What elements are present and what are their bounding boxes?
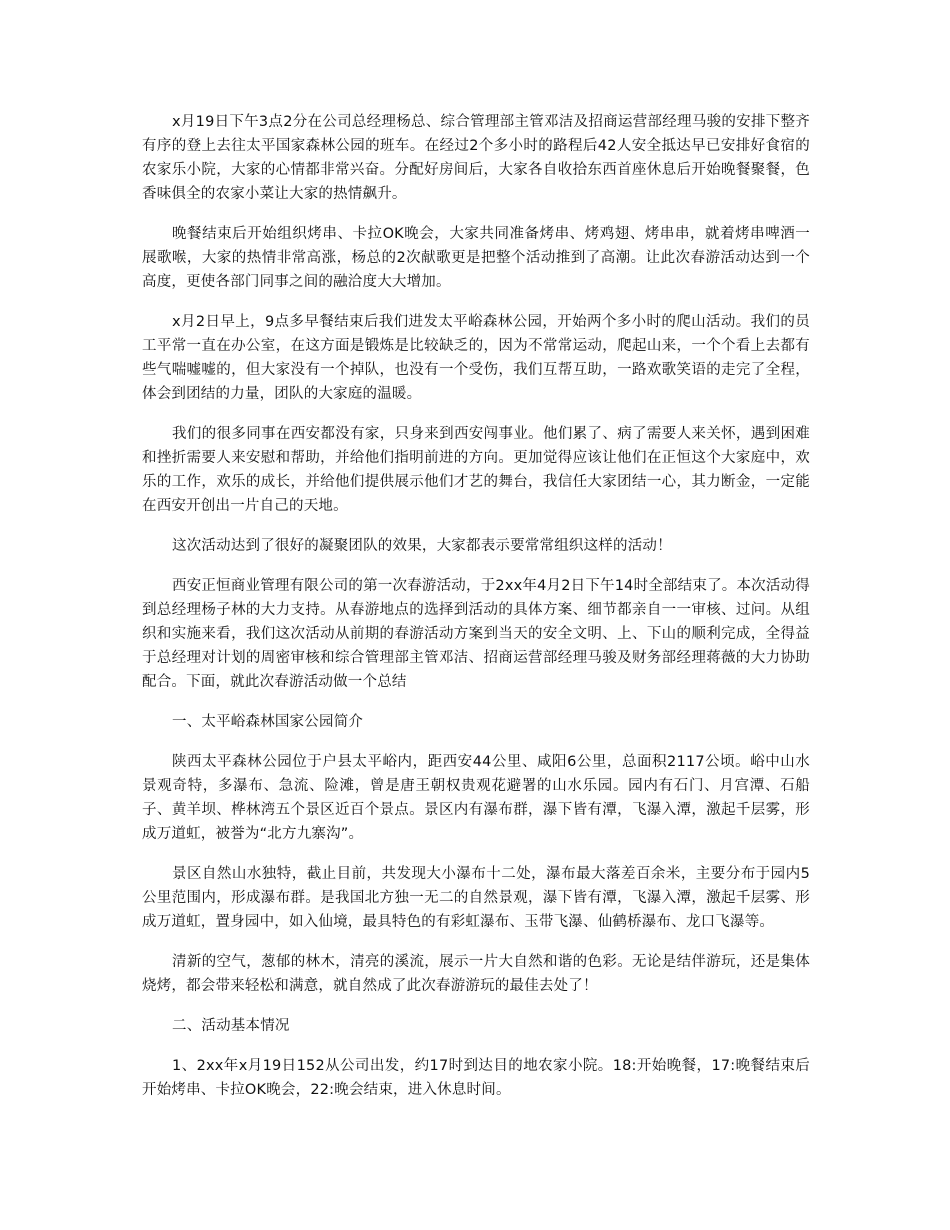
paragraph-park-location: 陕西太平森林公园位于户县太平峪内，距西安44公里、咸阳6公里，总面积2117公顷。峪中山水景观奇特，多瀑布、急流、险滩，曾是唐王朝权贵观花避署的山水乐园。园内有石门、月宫潭、石船子、黄羊坝、桦林湾五个景区近百个景点。景区内有瀑布群，瀑下皆有潭，飞瀑入潭，激起千层雾，形成万道虹，被誉为“北方九寨沟”。 — [142, 754, 810, 842]
paragraph-effect: 这次活动达到了很好的凝聚团队的效果，大家都表示要常常组织这样的活动！ — [172, 538, 672, 554]
paragraph-hiking: x月2日早上，9点多早餐结束后我们进发太平峪森林公园，开始两个多小时的爬山活动。我们的员工平常一直在办公室，在这方面是锻炼是比较缺乏的，因为不常常运动，爬起山来，一个个看上去都有些气喘嘘嘘的，但大家没有一个掉队，也没有一个受伤，我们互帮互助，一路欢歌笑语的走完了全程，体会到团结的力量，团队的大家庭的温暖。 — [142, 314, 810, 402]
paragraph-park-waterfalls: 景区自然山水独特，截止目前，共发现大小瀑布十二处，瀑布最大落差百余米，主要分布于园内5公里范围内，形成瀑布群。是我国北方独一无二的自然景观，瀑下皆有潭，飞瀑入潭，激起千层雾、形成万道虹，置身园中，如入仙境，最具特色的有彩虹瀑布、玉带飞瀑、仙鹤桥瀑布、龙口飞瀑等。 — [142, 866, 810, 930]
paragraph-evening-party: 晚餐结束后开始组织烤串、卡拉OK晚会，大家共同准备烤串、烤鸡翅、烤串串，就着烤串啤酒一展歌喉，大家的热情非常高涨，杨总的2次献歌更是把整个活动推到了高潮。让此次春游活动达到一个高度，更使各部门同事之间的融洽度大大增加。 — [142, 226, 810, 290]
paragraph-park-atmosphere: 清新的空气，葱郁的林木，清亮的溪流，展示一片大自然和谐的色彩。无论是结伴游玩，还是集体烧烤，都会带来轻松和满意，就自然成了此次春游游玩的最佳去处了！ — [142, 954, 810, 994]
section-heading-park-intro: 一、太平峪森林国家公园简介 — [172, 714, 364, 730]
document-page — [142, 110, 810, 1118]
paragraph-arrival: x月19日下午3点2分在公司总经理杨总、综合管理部主管邓洁及招商运营部经理马骏的安排下整齐有序的登上去往太平国家森林公园的班车。在经过2个多小时的路程后42人安全抵达早已安排好食宿的农家乐小院，大家的心情都非常兴奋。分配好房间后，大家各自收拾东西首座休息后开始晚餐聚餐，色香味俱全的农家小菜让大家的热情飙升。 — [142, 114, 810, 202]
paragraph-colleagues: 我们的很多同事在西安都没有家，只身来到西安闯事业。他们累了、病了需要人来关怀，遇到困难和挫折需要人来安慰和帮助，并给他们指明前进的方向。更加觉得应该让他们在正恒这个大家庭中，欢乐的工作，欢乐的成长，并给他们提供展示他们才艺的舞台，我信任大家团结一心，其力断金，一定能在西安开创出一片自己的天地。 — [142, 426, 810, 514]
section-heading-activity-basics: 二、活动基本情况 — [172, 1018, 290, 1034]
paragraph-summary-intro: 西安正恒商业管理有限公司的第一次春游活动，于2xx年4月2日下午14时全部结束了。本次活动得到总经理杨子林的大力支持。从春游地点的选择到活动的具体方案、细节都亲自一一审核、过问。从组织和实施来看，我们这次活动从前期的春游活动方案到当天的安全文明、上、下山的顺利完成，全得益于总经理对计划的周密审核和综合管理部主管邓洁、招商运营部经理马骏及财务部经理蒋薇的大力协助配合。下面，就此次春游活动做一个总结 — [142, 578, 810, 690]
paragraph-schedule: 1、2xx年x月19日152从公司出发，约17时到达目的地农家小院。18:开始晚餐，17:晚餐结束后开始烤串、卡拉OK晚会，22:晚会结束，进入休息时间。 — [142, 1058, 810, 1098]
